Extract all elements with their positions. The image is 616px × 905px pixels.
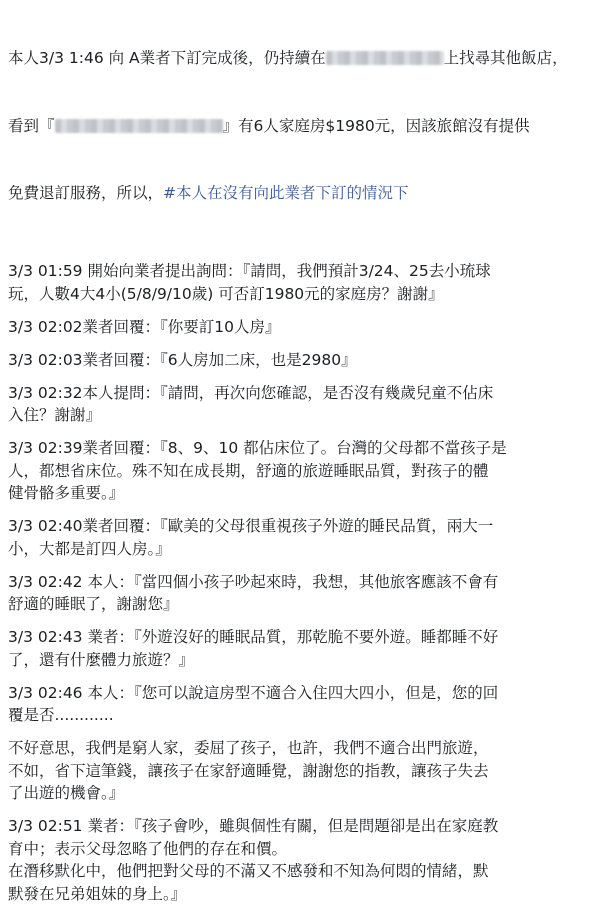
message-line: 3/3 02:51 業者：『孩子會吵，雖與個性有關，但是問題卻是出在家庭教: [8, 815, 604, 838]
message-line: 不如，省下這筆錢，讓孩子在家舒適睡覺，謝謝您的指教，讓孩子失去: [8, 760, 604, 783]
message-paragraph: [8, 682, 604, 727]
message-line: 3/3 02:42 本人：『當四個小孩子吵起來時，我想，其他旅客應該不會有: [8, 571, 604, 594]
message-line: 3/3 02:39業者回覆：『8、9、10 都佔床位了。台灣的父母都不當孩子是: [8, 437, 604, 460]
message-line: 小，大都是訂四人房。』: [8, 538, 604, 561]
intro-line-3: [8, 182, 604, 205]
message-paragraph: [8, 260, 604, 305]
message-paragraph: [8, 571, 604, 616]
message-line: 3/3 02:32本人提問：『請問，再次向您確認，是否沒有幾歲兒童不佔床: [8, 382, 604, 405]
intro-text-d: 』有6人家庭房$1980元，因該旅館沒有提供: [223, 117, 530, 135]
message-line: 3/3 02:46 本人：『您可以說這房型不適合入住四大四小，但是，您的回: [8, 682, 604, 705]
hashtag-link[interactable]: #本人在沒有向此業者下訂的情況下: [163, 184, 409, 202]
message-line: 了，還有什麼體力旅遊？』: [8, 649, 604, 672]
intro-text-b: 上找尋其他飯店，: [444, 49, 568, 67]
message-paragraph: [8, 437, 604, 505]
message-line: 默發在兄弟姐妹的身上。』: [8, 883, 604, 905]
message-line: 不好意思，我們是窮人家，委屈了孩子，也許，我們不適合出門旅遊，: [8, 737, 604, 760]
message-paragraph: [8, 737, 604, 805]
intro-line-2: [8, 115, 604, 138]
message-line: 3/3 02:02業者回覆：『你要訂10人房』: [8, 316, 604, 339]
message-line: 入住？謝謝』: [8, 404, 604, 427]
message-line: 在潛移默化中，他們把對父母的不滿又不感發和不知為何悶的情緒，默: [8, 860, 604, 883]
message-paragraph: [8, 815, 604, 905]
message-line: 健骨骼多重要。』: [8, 482, 604, 505]
intro-text-c: 看到『: [8, 117, 55, 135]
intro-text-a: 本人3/3 1:46 向 A業者下訂完成後，仍持續在: [8, 49, 326, 67]
message-line: 育中；表示父母忽略了他們的存在和價。: [8, 838, 604, 861]
intro-text-e: 免費退訂服務，所以，: [8, 184, 163, 202]
message-paragraph: [8, 515, 604, 560]
message-line: 3/3 01:59 開始向業者提出詢問：『請問，我們預計3/24、25去小琉球: [8, 260, 604, 283]
redacted-site-name: [326, 51, 444, 65]
message-line: 舒適的睡眠了，謝謝您』: [8, 593, 604, 616]
message-line: 玩，人數4大4小(5/8/9/10歲) 可否訂1980元的家庭房？謝謝』: [8, 283, 604, 306]
message-line: 人，都想省床位。殊不知在成長期，舒適的旅遊睡眠品質，對孩子的體: [8, 460, 604, 483]
intro-line-1: [8, 47, 604, 70]
intro-paragraph: [8, 2, 604, 250]
message-line: 了出遊的機會。』: [8, 782, 604, 805]
message-paragraph: [8, 316, 604, 339]
message-paragraph: [8, 349, 604, 372]
message-line: 3/3 02:40業者回覆：『歐美的父母很重視孩子外遊的睡民品質，兩大一: [8, 515, 604, 538]
message-paragraph: [8, 626, 604, 671]
message-line: 3/3 02:43 業者：『外遊沒好的睡眠品質，那乾脆不要外遊。睡都睡不好: [8, 626, 604, 649]
message-paragraph: [8, 382, 604, 427]
message-line: 3/3 02:03業者回覆：『6人房加二床，也是2980』: [8, 349, 604, 372]
message-list: [8, 260, 604, 905]
redacted-hotel-name: [55, 119, 223, 133]
message-line: 覆是否............: [8, 704, 604, 727]
